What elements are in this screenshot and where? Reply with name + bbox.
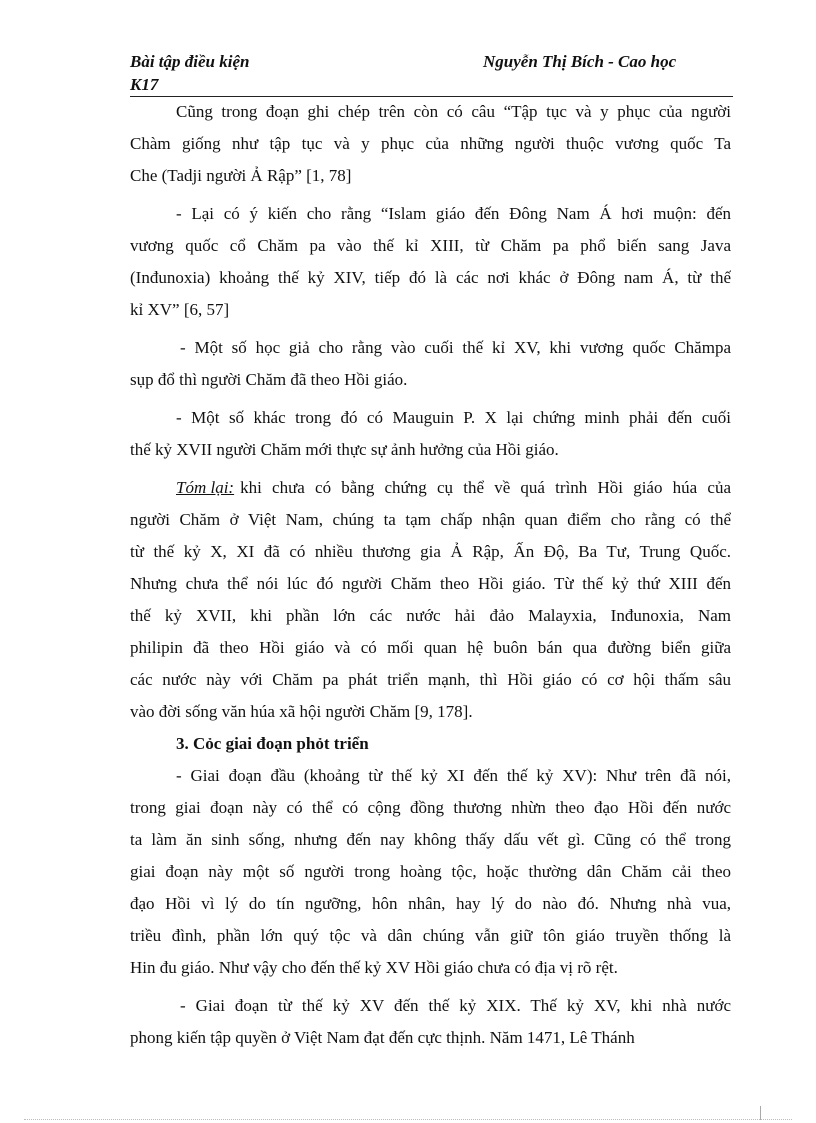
text-line: Che (Tadji người Ả Rập” [1, 78] xyxy=(130,166,352,185)
text-line: Chàm giống như tập tục và y phục của những người thuộc vương quốc Ta xyxy=(130,134,731,153)
text-line: trong giai đoạn này có thể có cộng đồng thương nhừn theo đạo Hồi đến nước xyxy=(130,798,731,817)
text-line: đạo Hồi vì lý do tín ngưỡng, hôn nhân, hay lý do nào đó. Nhưng nhà vua, xyxy=(130,894,731,913)
text-line: - Giai đoạn đầu (khoảng từ thế kỷ XI đến thế kỷ XV): Như trên đã nói, xyxy=(176,766,731,785)
text-line: ta làm ăn sinh sống, nhưng đến nay không thấy dấu vết gì. Cũng có thể trong xyxy=(130,830,731,849)
text-line: kỉ XV” [6, 57] xyxy=(130,300,230,319)
text-line: philipin đã theo Hồi giáo và có mối quan hệ buôn bán qua đường biển giữa xyxy=(130,638,731,657)
text-line: - Giai đoạn từ thế kỷ XV đến thế kỷ XIX. Thế kỷ XV, khi nhà nước xyxy=(180,996,731,1015)
summary-line xyxy=(130,472,731,504)
text-line: Hin đu giáo. Như vậy cho đến thế kỷ XV Hồi giáo chưa có địa vị rõ rệt. xyxy=(130,958,618,977)
text-line: thế kỷ XVII, khi phần lớn các nước hải đảo Malayxia, Inđunoxia, Nam xyxy=(130,606,731,625)
header-author: Nguyễn Thị Bích - Cao học xyxy=(483,52,677,71)
text-line: Nhưng chưa thể nói lúc đó người Chăm theo Hồi giáo. Từ thế kỷ thứ XIII đến xyxy=(130,574,731,593)
text-line: sụp đổ thì người Chăm đã theo Hồi giáo. xyxy=(130,370,408,389)
text-line: Cũng trong đoạn ghi chép trên còn có câu “Tập tục và y phục của người xyxy=(176,102,731,121)
text-line: từ thế kỷ X, XI đã có nhiều thương gia Ả Rập, Ấn Độ, Ba Tư, Trung Quốc. xyxy=(130,542,731,561)
page-bottom-edge xyxy=(24,1119,792,1120)
section-heading: 3. Cỏc giai đoạn phỏt triển xyxy=(176,734,369,753)
text-line: các nước này với Chăm pa phát triển mạnh, thì Hồi giáo có cơ hội thấm sâu xyxy=(130,670,731,689)
text-line: - Một số khác trong đó có Mauguin P. X lại chứng minh phải đến cuối xyxy=(176,408,731,427)
text-line: - Lại có ý kiến cho rằng “Islam giáo đến Đông Nam Á hơi muộn: đến xyxy=(176,204,731,223)
text-line: giai đoạn này một số người trong hoàng tộc, hoặc thường dân Chăm cải theo xyxy=(130,862,731,881)
page-corner-mark xyxy=(760,1106,761,1120)
summary-label: Tóm lại: xyxy=(176,478,235,497)
text-line: vương quốc cổ Chăm pa vào thế kỉ XIII, từ Chăm pa phổ biến sang Java xyxy=(130,236,731,255)
text-line: người Chăm ở Việt Nam, chúng ta tạm chấp nhận quan điểm cho rằng có thể xyxy=(130,510,731,529)
text-line: thế kỷ XVII người Chăm mới thực sự ảnh hưởng của Hồi giáo. xyxy=(130,440,559,459)
header-course: Bài tập điều kiện xyxy=(130,52,250,71)
text-line: triều đình, phần lớn quý tộc và dân chúng vẫn giữ tôn giáo truyền thống là xyxy=(130,926,731,945)
text-line: - Một số học giả cho rằng vào cuối thế kỉ XV, khi vương quốc Chămpa xyxy=(180,338,731,357)
text-line: phong kiến tập quyền ở Việt Nam đạt đến cực thịnh. Năm 1471, Lê Thánh xyxy=(130,1028,635,1047)
text-line: vào đời sống văn húa xã hội người Chăm [9, 178]. xyxy=(130,702,473,721)
text-line: (Inđunoxia) khoảng thế kỷ XIV, tiếp đó là các nơi khác ở Đông nam Á, từ thế xyxy=(130,268,731,287)
header-course-continued: K17 xyxy=(130,75,159,94)
document-body xyxy=(130,96,731,1054)
text-line: khi chưa có bằng chứng cụ thể về quá trình Hồi giáo húa của xyxy=(240,478,731,497)
